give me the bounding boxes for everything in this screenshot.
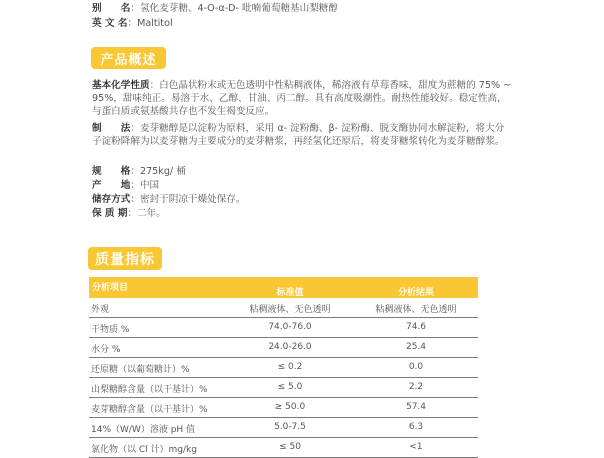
- english-name-label: 英 文 名: [92, 18, 128, 29]
- cell-standard: 24.0-26.0: [268, 342, 312, 352]
- cell-standard: 5.0-7.5: [274, 422, 306, 432]
- cell-result: 6.3: [408, 422, 424, 432]
- origin-label: 产 地: [92, 180, 131, 191]
- colon: ：: [130, 123, 140, 134]
- storage-line: [92, 193, 246, 206]
- origin-line: [92, 179, 159, 192]
- shelf-life-line: [92, 207, 166, 220]
- cell-result: 粘稠液体、无色透明: [375, 305, 457, 315]
- cell-item: 外观: [91, 305, 110, 315]
- cell-item: 山梨糖醇含量（以干基计）%: [91, 385, 208, 395]
- spec-value: 275kg/ 桶: [139, 166, 186, 177]
- cell-result: 25.4: [405, 342, 427, 352]
- cell-result: 57.4: [405, 402, 427, 412]
- cell-result: 0.0: [408, 362, 424, 372]
- spec-label: 规 格: [92, 166, 131, 177]
- chem-props-value: 白色晶状粉末或无色透明中性粘稠液体，稀溶液有草莓香味，甜度为蔗糖的 75% ~ 95%，甜味纯正。易溶于水、乙醇、甘油、丙二醇。具有高度吸潮性。耐热性能较好。稳定性高，与蛋白质或氨基酸共存也不发生褐变反应。: [92, 80, 512, 118]
- method-label: 制 法: [92, 123, 131, 134]
- overview-section-title: 产品概述: [91, 47, 166, 69]
- chem-props-label: 基本化学性质: [92, 80, 150, 91]
- method-paragraph: [92, 122, 512, 148]
- cell-item: 水分 %: [91, 345, 121, 355]
- spec-line: [92, 165, 186, 178]
- alias-value: 氢化麦芽糖、4-O-α-D- 吡喃葡萄糖基山梨糖醇: [139, 3, 338, 14]
- storage-label: 储存方式: [92, 194, 131, 205]
- cell-item: 氯化物（以 Cl 计）mg/kg: [91, 445, 197, 455]
- table-row: [89, 338, 478, 358]
- storage-value: 密封于阴凉干燥处保存。: [139, 194, 246, 205]
- table-row: [89, 398, 478, 418]
- header-result: 分析结果: [397, 288, 434, 298]
- colon: ：: [130, 166, 140, 177]
- table-row: [89, 418, 478, 438]
- colon: ：: [130, 180, 140, 191]
- colon: ：: [127, 18, 138, 29]
- cell-standard: ≤ 5.0: [277, 382, 303, 392]
- table-header: [89, 277, 478, 298]
- shelf-life-value: 二年。: [137, 208, 166, 219]
- table-row: [89, 378, 478, 398]
- quality-table: [89, 277, 478, 458]
- header-standard: 标准值: [276, 288, 304, 298]
- english-name-line: [92, 17, 173, 30]
- cell-standard: 74.0-76.0: [268, 322, 312, 332]
- alias-label: 别 名: [92, 3, 131, 14]
- cell-standard: ≥ 50.0: [274, 402, 306, 412]
- cell-standard: 粘稠液体、无色透明: [249, 305, 331, 315]
- header-item: 分析项目: [92, 283, 129, 293]
- cell-item: 还原糖（以葡萄糖计）%: [91, 365, 190, 375]
- cell-item: 干物质 %: [91, 325, 130, 335]
- alias-line: [92, 2, 338, 15]
- cell-result: 2.2: [408, 382, 424, 392]
- method-value: 麦芽糖醇是以淀粉为原料，采用 α- 淀粉酶、β- 淀粉酶、脱支酶协同水解淀粉，将大分子淀粉降解为以麦芽糖为主要成分的麦芽糖浆，再经氢化还原后，将麦芽糖浆转化为麦芽糖醇浆。: [92, 123, 505, 148]
- table-row: [89, 358, 478, 378]
- cell-item: 麦芽糖醇含量（以干基计）%: [91, 405, 208, 415]
- cell-standard: ≤ 50: [279, 442, 301, 452]
- cell-result: 74.6: [405, 322, 427, 332]
- quality-section-title: 质量指标: [88, 247, 162, 270]
- table-row: [89, 298, 478, 318]
- cell-standard: ≤ 0.2: [277, 362, 303, 372]
- origin-value: 中国: [139, 180, 160, 191]
- table-row: [89, 438, 478, 458]
- colon: ：: [130, 3, 140, 14]
- colon: ：: [149, 80, 160, 91]
- shelf-life-label: 保 质 期: [92, 208, 128, 219]
- colon: ：: [127, 208, 138, 219]
- english-name-value: Maltitol: [137, 18, 173, 29]
- table-row: [89, 318, 478, 338]
- cell-result: <1: [409, 442, 423, 452]
- colon: ：: [130, 194, 140, 205]
- chem-props-paragraph: [92, 79, 512, 119]
- cell-item: 14%（W/W）溶液 pH 值: [91, 425, 196, 435]
